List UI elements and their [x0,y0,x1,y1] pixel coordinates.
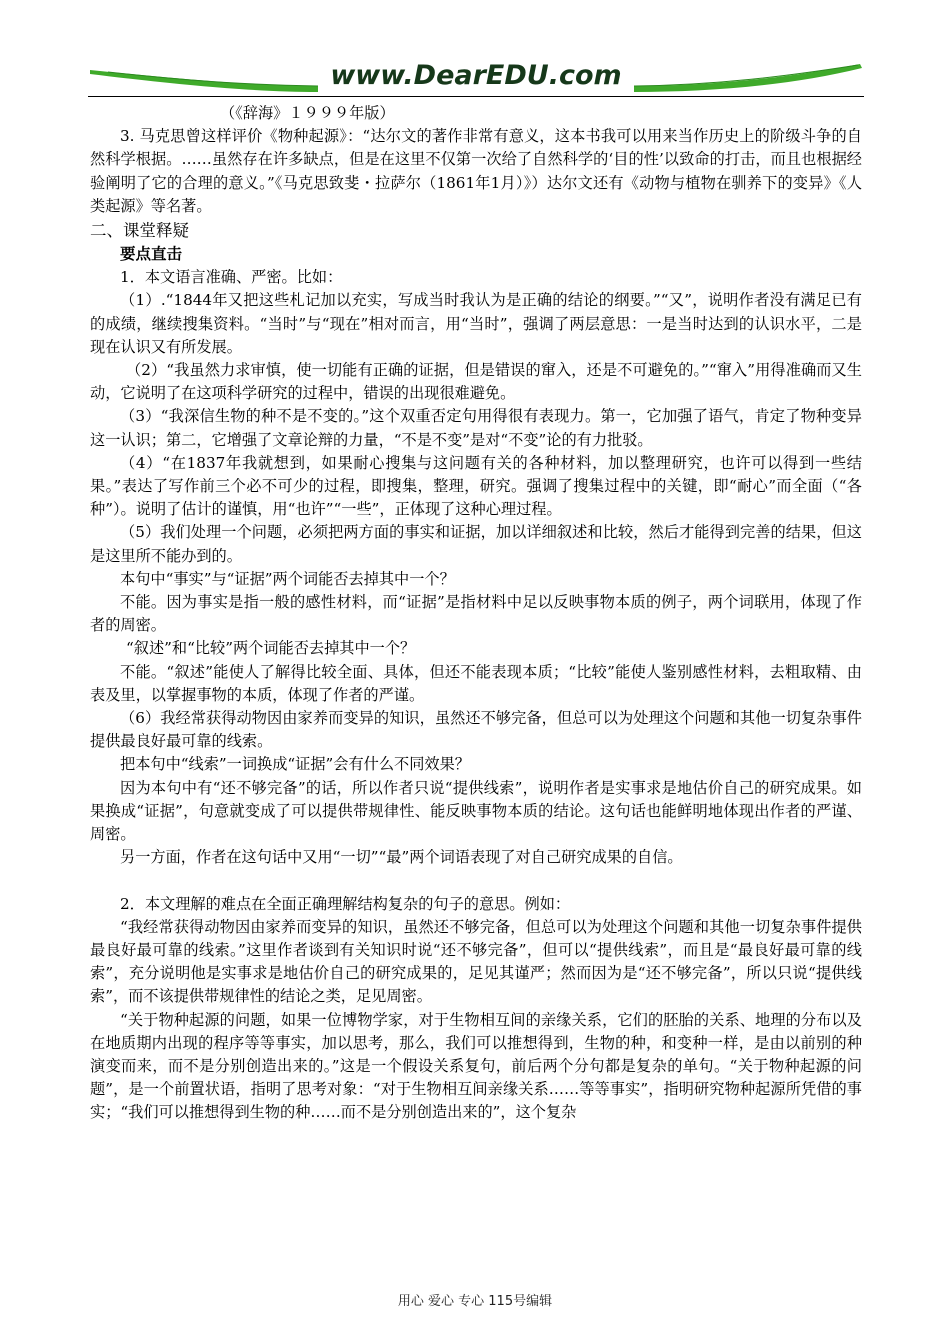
answer-3: 因为本句中有“还不够完备”的话，所以作者只说“提供线索”，说明作者是实事求是地估价自己的研究成果。如果换成“证据”，句意就变成了可以提供带规律性、能反映事物本质的结论。这句话也能鲜明地体现出作者的严谨、周密。 [90,778,862,844]
point-2-intro: 2．本文理解的难点在全面正确理解结构复杂的句子的意思。例如： [120,894,571,913]
answer-2: 不能。“叙述”能使人了解得比较全面、具体，但还不能表现本质；“比较”能使人鉴别感性材料，去粗取精、由表及里，以掌握事物的本质，体现了作者的严谨。 [90,662,862,704]
paragraph-3: 3. 马克思曾这样评价《物种起源》：“达尔文的著作非常有意义，这本书我可以用来当作历史上的阶级斗争的自然科学根据。……虽然存在许多缺点，但是在这里不仅第一次给了自然科学的‘目的性’以致命的打击，而且也根据经验阐明了它的合理的意义。”《马克思致斐・拉萨尔（1861年1月）》）达尔文还有《动物与植物在驯养下的变异》《人类起源》等名著。 [90,127,862,215]
document-body [90,102,862,1125]
question-1: 本句中“事实”与“证据”两个词能否去掉其中一个？ [120,569,455,588]
header-divider [88,96,864,97]
logo-text[interactable]: www.DearEDU.com [330,60,622,91]
example-2: （2）“我虽然力求审慎，使一切能有正确的证据，但是错误的窜入，还是不可避免的。”“窜入”用得准确而又生动，它说明了在这项科学研究的过程中，错误的出现很难避免。 [90,361,862,403]
answer-1: 不能。因为事实是指一般的感性材料，而“证据”是指材料中足以反映事物本质的例子，两个词联用，体现了作者的周密。 [90,593,862,635]
page-footer: 用心 爱心 专心 115号编辑 [397,1294,553,1309]
source-note: （《辞海》１９９９年版） [220,104,395,122]
section-heading: 二、课堂释疑 [90,221,189,241]
point-1-intro: 1．本文语言准确、严密。比如： [120,268,343,287]
answer-3-extra: 另一方面，作者在这句话中又用“一切”“最”两个词语表现了对自己研究成果的自信。 [120,848,683,867]
example-4: （4）“在1837年我就想到，如果耐心搜集与这问题有关的各种材料，加以整理研究，也许可以得到一些结果。”表达了写作前三个必不可少的过程，即搜集，整理，研究。强调了搜集过程中的关键，即“耐心”而全面（“各种”）。说明了估计的谨慎，用“也许”“一些”，正体现了这种心理过程。 [90,453,862,519]
point-2-example-1: “我经常获得动物因由家养而变异的知识，虽然还不够完备，但总可以为处理这个问题和其他一切复杂事件提供最良好最可靠的线索。”这里作者谈到有关知识时说“还不够完备”，但可以“提供线索”，而且是“最良好最可靠的线索”，充分说明他是实事求是地估价自己的研究成果的，足见其谨严；然而因为是“还不够完备”，所以只说“提供线索”，而不该提供带规律性的结论之类，足见周密。 [90,917,862,1006]
example-1: （1）.“1844年又把这些札记加以充实，写成当时我认为是正确的结论的纲要。”“又”，说明作者没有满足已有的成绩，继续搜集资料。“当时”与“现在”相对而言，用“当时”，强调了两层意思：一是当时达到的认识水平，二是现在认识又有所发展。 [90,291,862,356]
subheading: 要点直击 [120,245,183,264]
example-6: （6）我经常获得动物因由家养而变异的知识，虽然还不够完备，但总可以为处理这个问题和其他一切复杂事件提供最良好最可靠的线索。 [90,709,862,751]
point-2-example-2: “关于物种起源的问题，如果一位博物学家，对于生物相互间的亲缘关系，它们的胚胎的关系、地理的分布以及在地质期内出现的程序等等事实，加以思考，那么，我们可以推想得到，生物的种，和变种一样，是由以前别的种演变而来，而不是分别创造出来的。”这是一个假设关系复句，前后两个分句都是复杂的单句。“关于物种起源的问题”，是一个前置状语，指明了思考对象：“对于生物相互间亲缘关系……等等事实”，指明研究物种起源所凭借的事实；“我们可以推想得到生物的种……而不是分别创造出来的”，这个复杂 [90,1010,862,1122]
question-2: “叙述”和“比较”两个词能否去掉其中一个？ [126,639,416,658]
example-5: （5）我们处理一个问题，必须把两方面的事实和证据，加以详细叙述和比较，然后才能得到完善的结果，但这是这里所不能办到的。 [90,523,862,565]
question-3: 把本句中“线索”一词换成“证据”会有什么不同效果？ [120,755,470,774]
site-header-logo [88,56,864,100]
example-3: （3）“我深信生物的种不是不变的。”这个双重否定句用得很有表现力。第一，它加强了语气，肯定了物种变异这一认识；第二，它增强了文章论辩的力量，“不是不变”是对“不变”论的有力批驳。 [90,407,862,449]
